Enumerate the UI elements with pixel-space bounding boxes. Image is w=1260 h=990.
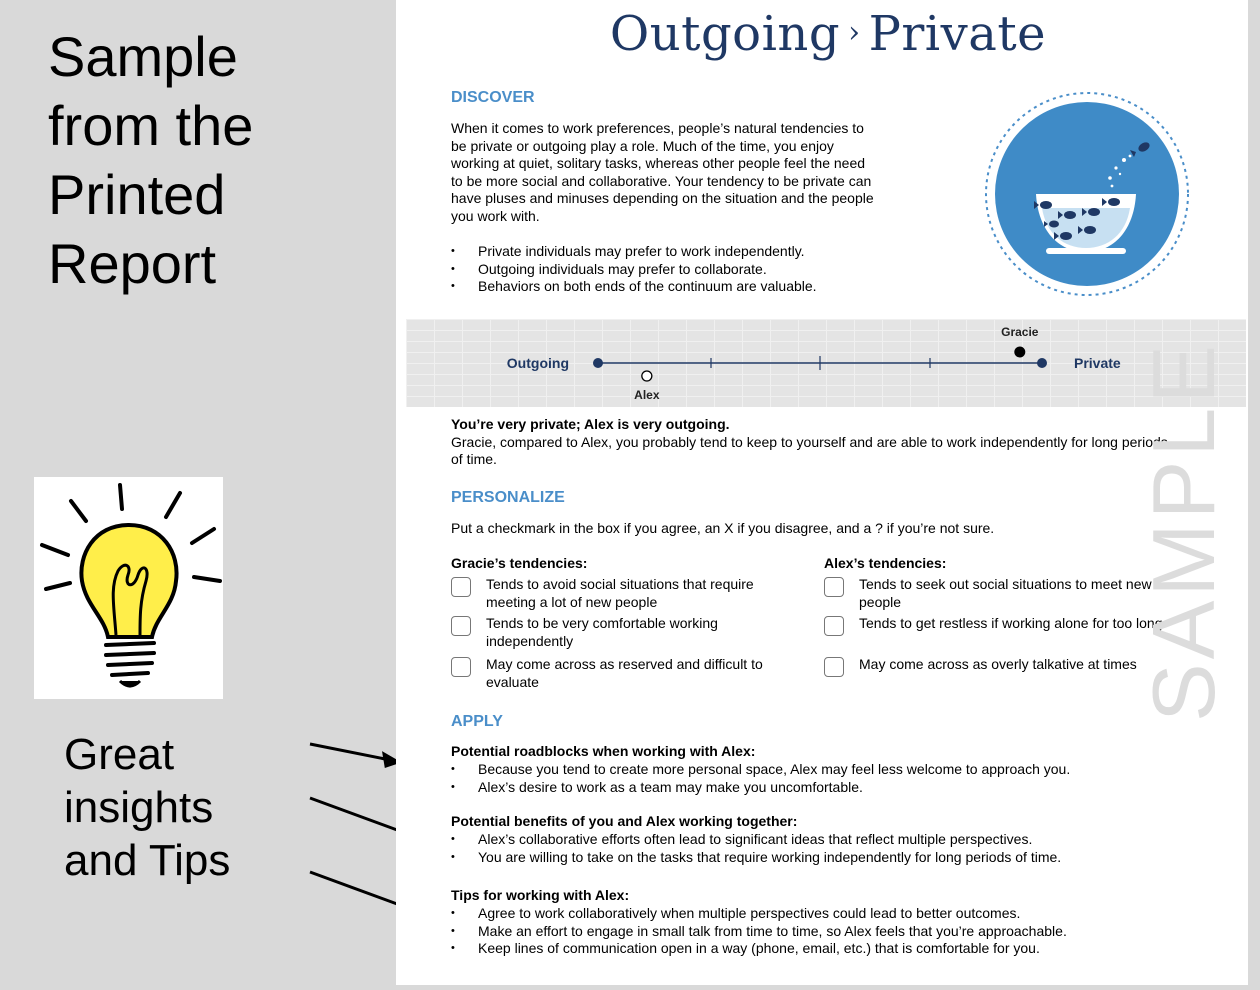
left-panel xyxy=(0,0,396,990)
checkbox-label: evaluate xyxy=(486,673,539,690)
left-heading-line: Printed xyxy=(48,163,226,226)
paragraph-line: have pluses and minuses depending on the situation and the people xyxy=(451,190,874,206)
checkbox-label: Tends to avoid social situations that require xyxy=(486,576,754,592)
scale-left-label: Outgoing xyxy=(506,355,569,371)
sample-watermark xyxy=(1136,286,1226,726)
alex-marker xyxy=(642,371,652,381)
scale-graphic xyxy=(406,319,1246,407)
bullet-item: • Behaviors on both ends of the continuum are valuable. xyxy=(451,278,817,296)
checkbox[interactable] xyxy=(451,657,471,677)
apply-group-title: Tips for working with Alex: xyxy=(451,887,630,903)
apply-group-title: Potential roadblocks when working with Alex: xyxy=(451,743,756,759)
scale-endpoint xyxy=(1037,358,1047,368)
checkbox-label: people xyxy=(859,593,902,610)
title-right: Private xyxy=(868,6,1047,62)
apply-group-bullets xyxy=(451,905,1067,958)
left-subheading-line: and Tips xyxy=(64,836,231,885)
personalize-instruction: Put a checkmark in the box if you agree, an X if you disagree, and a ? if you’re not sure. xyxy=(451,520,995,536)
bullet-item: • You are willing to take on the tasks that require working independently for long periods of time. xyxy=(451,849,1061,867)
paragraph-line: you work with. xyxy=(451,207,540,224)
checkbox-label: independently xyxy=(486,632,574,649)
left-subheading-line: Great xyxy=(64,730,175,779)
fishbowl-icon xyxy=(984,90,1190,300)
apply-group-bullets xyxy=(451,761,1070,796)
personalize-heading: PERSONALIZE xyxy=(451,489,565,506)
checkbox-label: May come across as overly talkative at times xyxy=(859,656,1137,672)
alex-marker-label: Alex xyxy=(634,388,660,402)
report-page xyxy=(396,0,1260,990)
bullet-item: • Because you tend to create more personal space, Alex may feel less welcome to approach you. xyxy=(451,761,1070,779)
bullet-item: • Make an effort to engage in small talk from time to time, so Alex feels that you’re approachable. xyxy=(451,923,1067,941)
result-line: of time. xyxy=(451,451,497,467)
checkbox[interactable] xyxy=(824,616,844,636)
apply-heading: APPLY xyxy=(451,713,503,730)
bullet-item: • Alex’s desire to work as a team may make you uncomfortable. xyxy=(451,779,1070,797)
alex-tendencies-title: Alex’s tendencies: xyxy=(824,555,947,571)
paragraph-line: be private or outgoing play a role. Much of the time, you enjoy xyxy=(451,137,834,154)
gracie-marker-label: Gracie xyxy=(1001,325,1039,339)
bullet-item: • Agree to work collaboratively when multiple perspectives could lead to better outcomes. xyxy=(451,905,1067,923)
scale-endpoint xyxy=(593,358,603,368)
lightbulb-icon xyxy=(34,477,223,699)
watermark-text: SAMPLE xyxy=(1136,340,1226,722)
left-subheading xyxy=(64,728,230,887)
left-heading-line: from the xyxy=(48,94,254,157)
left-heading-line: Sample xyxy=(48,25,238,88)
tendency-scale xyxy=(406,319,1246,407)
checkbox[interactable] xyxy=(451,577,471,597)
paragraph-line: to be more social and collaborative. Your tendency to be private can xyxy=(451,172,872,189)
result-line: Gracie, compared to Alex, you probably tend to keep to yourself and are able to work independently for long periods xyxy=(451,433,1168,450)
checkbox-label: May come across as reserved and difficult to xyxy=(486,656,763,672)
bullet-item: • Keep lines of communication open in a way (phone, email, etc.) that is comfortable for you. xyxy=(451,940,1067,958)
discover-heading: DISCOVER xyxy=(451,89,535,106)
title-left: Outgoing xyxy=(609,6,841,62)
discover-paragraph xyxy=(451,120,874,225)
paragraph-line: working at quiet, solitary tasks, whereas other people feel the need xyxy=(451,155,866,171)
bullet-item: • Private individuals may prefer to work independently. xyxy=(451,243,817,261)
left-subheading-line: insights xyxy=(64,783,214,832)
checkbox-label: Tends to be very comfortable working xyxy=(486,615,718,631)
checkbox[interactable] xyxy=(824,577,844,597)
gracie-marker xyxy=(1014,347,1025,358)
apply-group-bullets xyxy=(451,831,1061,866)
result-headline: You’re very private; Alex is very outgoing. xyxy=(451,416,730,432)
page-edge xyxy=(396,985,1260,990)
gracie-tendencies-title: Gracie’s tendencies: xyxy=(451,555,588,571)
discover-bullets xyxy=(451,243,817,296)
checkbox-label: meeting a lot of new people xyxy=(486,593,658,610)
title-separator: › xyxy=(848,15,861,50)
page-title xyxy=(396,6,1260,62)
scale-right-label: Private xyxy=(1074,355,1121,371)
left-heading xyxy=(48,22,253,298)
checkbox[interactable] xyxy=(824,657,844,677)
checkbox[interactable] xyxy=(451,616,471,636)
page-edge xyxy=(1248,0,1260,990)
checkbox-label: Tends to seek out social situations to meet new xyxy=(859,576,1152,592)
paragraph-line: When it comes to work preferences, people’s natural tendencies to xyxy=(451,120,864,136)
bullet-item: • Outgoing individuals may prefer to collaborate. xyxy=(451,261,817,279)
bullet-item: • Alex’s collaborative efforts often lead to significant ideas that reflect multiple perspectives. xyxy=(451,831,1061,849)
left-heading-line: Report xyxy=(48,232,217,295)
checkbox-label: Tends to get restless if working alone for too long xyxy=(859,615,1163,631)
apply-group-title: Potential benefits of you and Alex working together: xyxy=(451,813,798,829)
result-block xyxy=(451,416,1211,469)
